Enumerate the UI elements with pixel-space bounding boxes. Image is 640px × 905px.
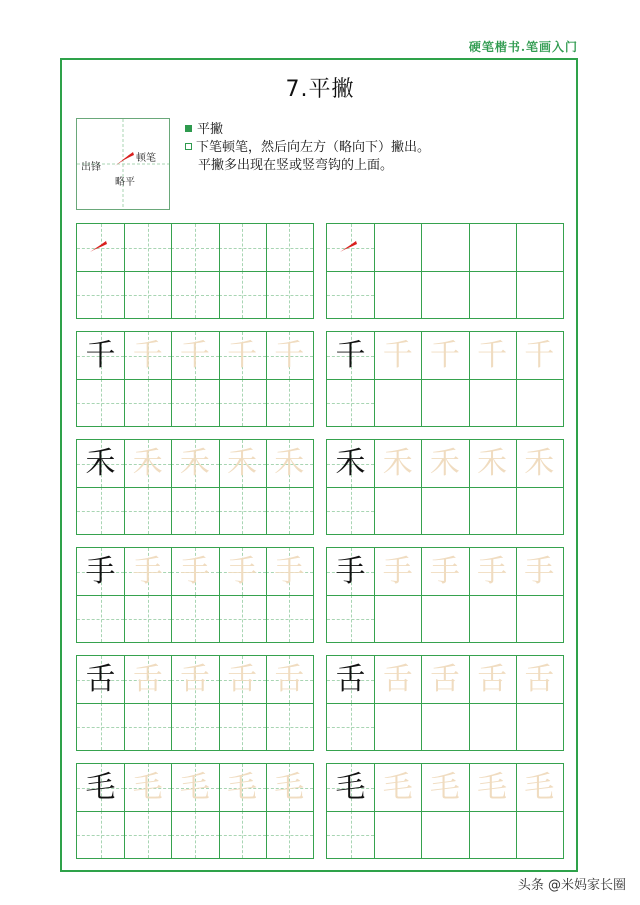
writing-cell[interactable]	[219, 811, 266, 858]
trace-character: 舌	[179, 662, 210, 697]
writing-cell[interactable]	[516, 271, 563, 318]
trace-character: 千	[227, 338, 258, 373]
writing-cell[interactable]	[124, 487, 171, 534]
trace-character: 舌	[429, 662, 460, 697]
stroke-description	[185, 121, 430, 175]
trace-character: 舌	[524, 662, 555, 697]
trace-character: 千	[274, 338, 305, 373]
practice-grid-left-1	[76, 223, 314, 319]
writing-cell[interactable]	[219, 379, 266, 426]
model-character: 手	[335, 554, 366, 589]
trace-character: 禾	[274, 446, 305, 481]
writing-cell[interactable]	[516, 487, 563, 534]
writing-cell[interactable]	[219, 703, 266, 750]
practice-grid-left-2	[76, 331, 314, 427]
practice-grid-right-6	[326, 763, 564, 859]
writing-cell[interactable]	[77, 703, 124, 750]
writing-cell[interactable]	[421, 595, 468, 642]
model-character: 舌	[85, 662, 116, 697]
writing-cell[interactable]	[516, 224, 563, 271]
writing-cell[interactable]	[327, 379, 374, 426]
trace-character: 禾	[382, 446, 413, 481]
writing-cell[interactable]	[327, 811, 374, 858]
practice-grid-left-6	[76, 763, 314, 859]
writing-cell[interactable]	[171, 224, 218, 271]
writing-cell[interactable]	[124, 595, 171, 642]
trace-character: 禾	[429, 446, 460, 481]
writing-cell[interactable]	[77, 487, 124, 534]
writing-cell[interactable]	[266, 703, 313, 750]
writing-cell[interactable]	[374, 703, 421, 750]
writing-cell[interactable]	[421, 487, 468, 534]
demo-label-direction: 略平	[115, 177, 135, 188]
writing-cell[interactable]	[266, 595, 313, 642]
writing-cell[interactable]	[374, 811, 421, 858]
practice-grid-left-4	[76, 547, 314, 643]
writing-cell[interactable]	[171, 271, 218, 318]
writing-cell[interactable]	[469, 595, 516, 642]
writing-cell[interactable]	[374, 224, 421, 271]
writing-cell[interactable]	[469, 811, 516, 858]
writing-cell[interactable]	[374, 271, 421, 318]
stroke-demo-box	[76, 118, 170, 210]
trace-character: 毛	[382, 770, 413, 805]
writing-cell[interactable]	[421, 811, 468, 858]
writing-cell[interactable]	[77, 271, 124, 318]
trace-character: 千	[179, 338, 210, 373]
writing-cell[interactable]	[516, 595, 563, 642]
model-character: 千	[85, 338, 116, 373]
writing-cell[interactable]	[266, 487, 313, 534]
writing-cell[interactable]	[77, 811, 124, 858]
trace-character: 手	[382, 554, 413, 589]
writing-cell[interactable]	[266, 811, 313, 858]
trace-character: 毛	[179, 770, 210, 805]
model-character: 毛	[335, 770, 366, 805]
header-title: 硬笔楷书.笔画入门	[468, 40, 578, 54]
watermark: 头条 @米妈家长圈	[517, 878, 626, 893]
writing-cell[interactable]	[124, 379, 171, 426]
description-line1: 下笔顿笔，然后向左方（略向下）撇出。	[196, 140, 431, 155]
trace-character: 千	[477, 338, 508, 373]
trace-character: 手	[227, 554, 258, 589]
practice-grid-left-5	[76, 655, 314, 751]
trace-character: 千	[524, 338, 555, 373]
bullet-filled-icon	[185, 125, 192, 132]
writing-cell[interactable]	[374, 487, 421, 534]
writing-cell[interactable]	[327, 703, 374, 750]
pie-stroke-sample	[327, 224, 374, 271]
trace-character: 舌	[477, 662, 508, 697]
writing-cell[interactable]	[171, 595, 218, 642]
demo-label-start: 出锋	[81, 162, 101, 173]
writing-cell[interactable]	[266, 271, 313, 318]
writing-cell[interactable]	[327, 595, 374, 642]
writing-cell[interactable]	[374, 379, 421, 426]
writing-cell[interactable]	[421, 703, 468, 750]
trace-character: 舌	[382, 662, 413, 697]
trace-character: 舌	[132, 662, 163, 697]
writing-cell[interactable]	[266, 224, 313, 271]
practice-grid-right-3	[326, 439, 564, 535]
writing-cell[interactable]	[171, 811, 218, 858]
stroke-name: 平撇	[197, 122, 224, 137]
description-line2: 平撇多出现在竖或竖弯钩的上面。	[198, 158, 394, 173]
model-character: 手	[85, 554, 116, 589]
trace-character: 手	[132, 554, 163, 589]
trace-character: 千	[429, 338, 460, 373]
trace-character: 毛	[227, 770, 258, 805]
model-character: 禾	[85, 446, 116, 481]
writing-cell[interactable]	[469, 487, 516, 534]
practice-grid-right-5	[326, 655, 564, 751]
writing-cell[interactable]	[171, 379, 218, 426]
trace-character: 禾	[524, 446, 555, 481]
model-character: 禾	[335, 446, 366, 481]
writing-cell[interactable]	[516, 811, 563, 858]
trace-character: 手	[274, 554, 305, 589]
writing-cell[interactable]	[77, 379, 124, 426]
demo-label-pause: 顿笔	[136, 153, 156, 164]
writing-cell[interactable]	[124, 703, 171, 750]
writing-cell[interactable]	[421, 379, 468, 426]
writing-cell[interactable]	[266, 379, 313, 426]
model-character: 毛	[85, 770, 116, 805]
trace-character: 毛	[132, 770, 163, 805]
writing-cell[interactable]	[374, 595, 421, 642]
writing-cell[interactable]	[516, 703, 563, 750]
writing-cell[interactable]	[219, 487, 266, 534]
writing-cell[interactable]	[421, 224, 468, 271]
writing-cell[interactable]	[469, 379, 516, 426]
writing-cell[interactable]	[219, 271, 266, 318]
trace-character: 手	[179, 554, 210, 589]
trace-character: 舌	[274, 662, 305, 697]
trace-character: 舌	[227, 662, 258, 697]
model-character: 千	[335, 338, 366, 373]
trace-character: 手	[524, 554, 555, 589]
practice-grid-right-2	[326, 331, 564, 427]
writing-cell[interactable]	[219, 595, 266, 642]
trace-character: 手	[429, 554, 460, 589]
trace-character: 毛	[274, 770, 305, 805]
trace-character: 千	[132, 338, 163, 373]
writing-cell[interactable]	[469, 271, 516, 318]
writing-cell[interactable]	[421, 271, 468, 318]
practice-grid-right-4	[326, 547, 564, 643]
trace-character: 禾	[132, 446, 163, 481]
trace-character: 毛	[524, 770, 555, 805]
pie-stroke-sample	[77, 224, 124, 271]
lesson-title: 7.平撇	[285, 77, 355, 102]
trace-character: 手	[477, 554, 508, 589]
trace-character: 禾	[477, 446, 508, 481]
writing-cell[interactable]	[327, 487, 374, 534]
writing-cell[interactable]	[171, 487, 218, 534]
writing-cell[interactable]	[469, 224, 516, 271]
writing-cell[interactable]	[516, 379, 563, 426]
trace-character: 毛	[477, 770, 508, 805]
trace-character: 毛	[429, 770, 460, 805]
writing-cell[interactable]	[77, 595, 124, 642]
writing-cell[interactable]	[327, 271, 374, 318]
trace-character: 禾	[179, 446, 210, 481]
writing-cell[interactable]	[124, 224, 171, 271]
writing-cell[interactable]	[171, 703, 218, 750]
writing-cell[interactable]	[124, 811, 171, 858]
writing-cell[interactable]	[124, 271, 171, 318]
model-character: 舌	[335, 662, 366, 697]
trace-character: 禾	[227, 446, 258, 481]
writing-cell[interactable]	[219, 224, 266, 271]
trace-character: 千	[382, 338, 413, 373]
bullet-empty-icon	[185, 143, 192, 150]
practice-grid-right-1	[326, 223, 564, 319]
practice-grid-left-3	[76, 439, 314, 535]
writing-cell[interactable]	[469, 703, 516, 750]
